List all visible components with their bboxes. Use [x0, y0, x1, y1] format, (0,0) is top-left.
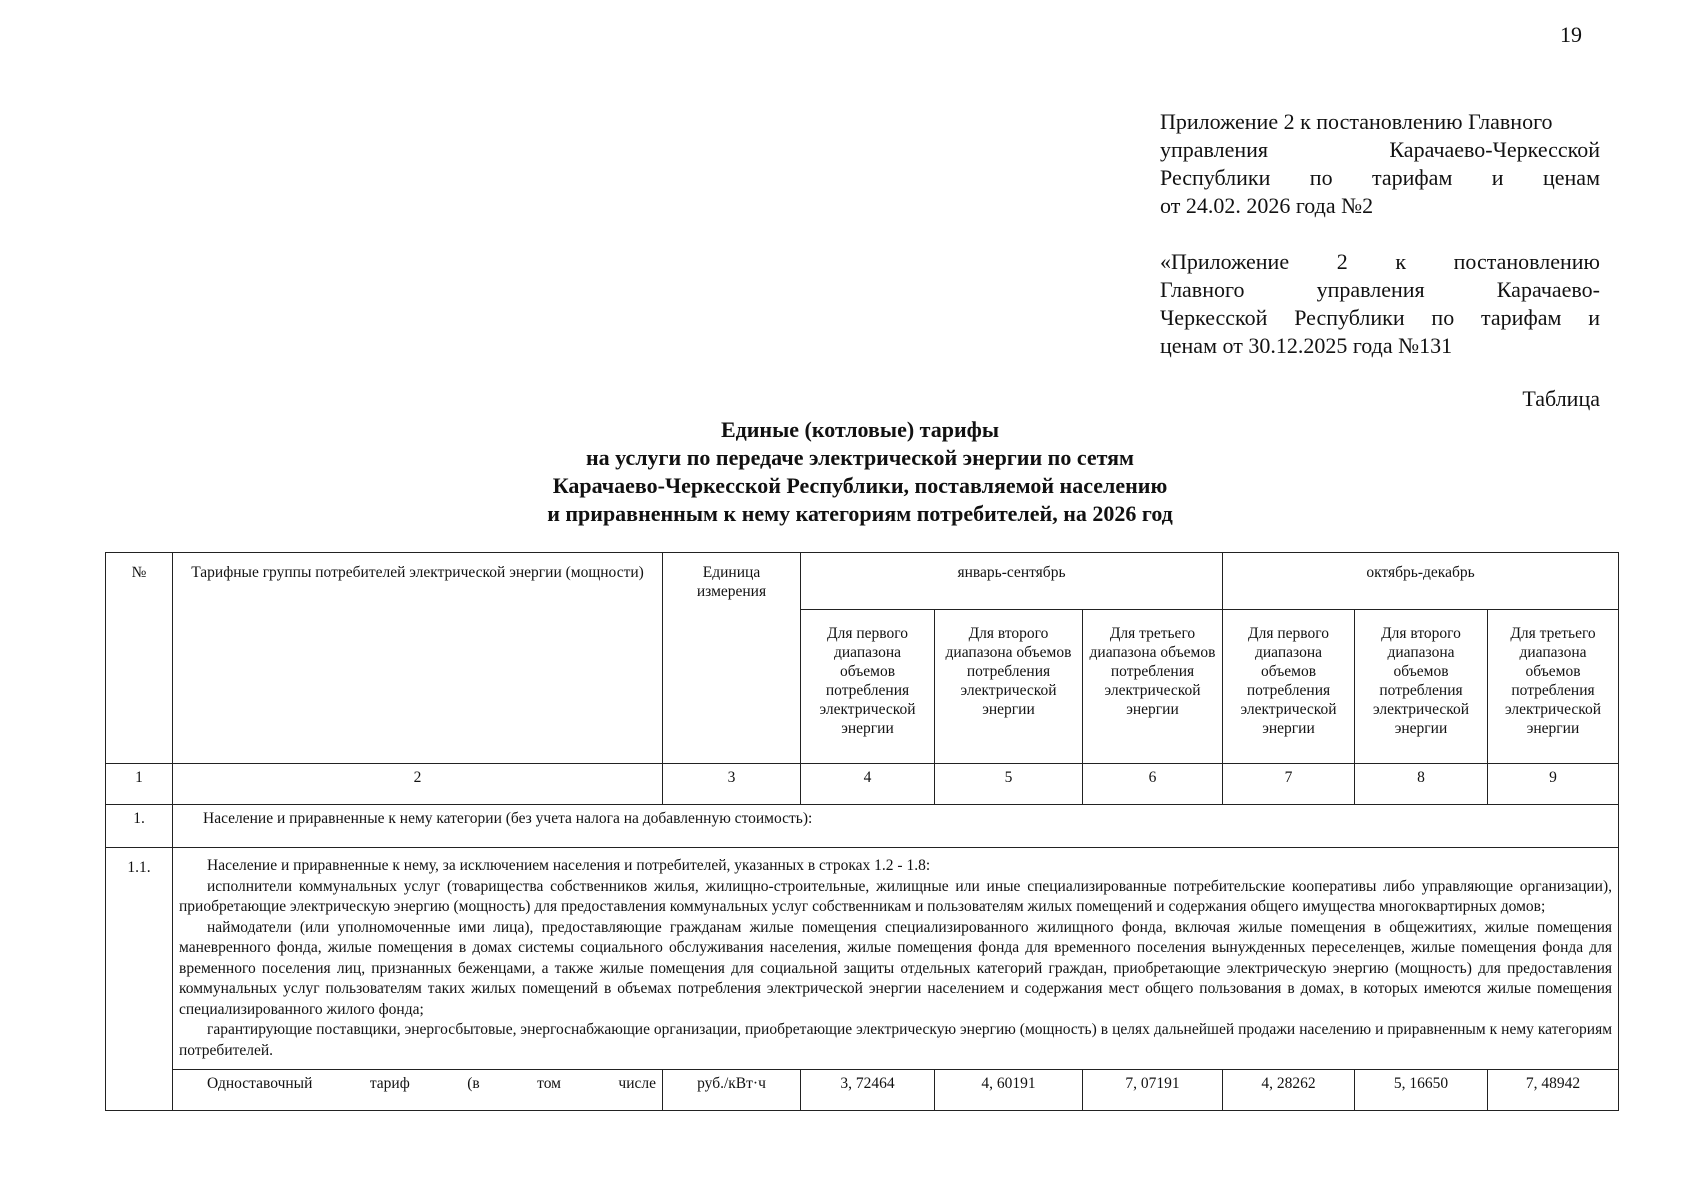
tariff-label-word: числе	[618, 1075, 656, 1092]
title-line: на услуги по передаче электрической энергии по сетям	[585, 445, 1135, 470]
appendix-reference-current	[1160, 108, 1600, 220]
description-paragraph: Население и приравненные к нему, за исключением населения и потребителей, указанных в строках 1.2 - 1.8:	[207, 857, 931, 874]
column-number: 6	[1083, 764, 1223, 805]
header-range-2-oct-dec: Для второго диапазона объемов потребления электрической энергии	[1355, 610, 1488, 764]
header-period-jan-sep: январь-сентябрь	[801, 553, 1223, 610]
header-num: №	[106, 553, 173, 764]
tariff-label-word: (в	[467, 1075, 480, 1092]
tariff-label-word: том	[537, 1075, 561, 1092]
column-number: 5	[935, 764, 1083, 805]
tariff-row	[106, 1070, 1619, 1111]
table-label: Таблица	[1522, 386, 1600, 411]
description-paragraph: гарантирующие поставщики, энергосбытовые, энергоснабжающие организации, приобретающие электрическую энергию (мощность) в целях дальнейшей продажи населению и приравненным к нему категориям потребителей.	[179, 1021, 1613, 1059]
header-unit: Единица измерения	[663, 553, 801, 764]
description-paragraph: наймодатели (или уполномоченные ими лица), предоставляющие гражданам жилые помещения специализированного жилищного фонда, включая жилые помещения в общежитиях, жилые помещения маневренного фонда, жилые помещения в домах системы социального обслуживания населения, жилые помещения фонда для временного поселения вынужденных переселенцев, жилые помещения фонда для временного поселения лиц, признанных беженцами, а также жилые помещения для социальной защиты отдельных категорий граждан, приобретающие электрическую энергию (мощность) для предоставления коммунальных услуг пользователям таких жилых помещений в объемах потребления электрической энергии населением и содержания мест общего пользования в домах, в которых имеются жилые помещения специализированного жилого фонда;	[179, 918, 1613, 1018]
tariff-table	[105, 552, 1619, 1111]
appendix-line: «Приложение 2 к постановлению	[1160, 249, 1600, 274]
section-number: 1.1.	[106, 848, 173, 1111]
tariff-label-word: тариф	[369, 1075, 410, 1092]
title-line: и приравненным к нему категориям потребителей, на 2026 год	[547, 501, 1173, 526]
section-description	[173, 848, 1619, 1070]
column-number-row	[106, 764, 1619, 805]
column-number: 1	[106, 764, 173, 805]
tariff-value: 5, 16650	[1355, 1070, 1488, 1111]
header-range-3-jan-sep: Для третьего диапазона объемов потребления электрической энергии	[1083, 610, 1223, 764]
column-number: 4	[801, 764, 935, 805]
page-number: 19	[1560, 22, 1582, 47]
title-line: Карачаево-Черкесской Республики, поставляемой населению	[552, 473, 1168, 498]
appendix-line: Республики по тарифам и ценам	[1160, 165, 1600, 190]
tariff-value: 4, 60191	[935, 1070, 1083, 1111]
appendix-line: Приложение 2 к постановлению Главного	[1160, 109, 1553, 134]
tariff-value: 7, 07191	[1083, 1070, 1223, 1111]
tariff-label	[177, 1074, 658, 1093]
header-range-1-oct-dec: Для первого диапазона объемов потребления электрической энергии	[1223, 610, 1355, 764]
column-number: 2	[173, 764, 663, 805]
section-row-1-1	[106, 848, 1619, 1070]
column-number: 9	[1488, 764, 1619, 805]
tariff-value: 3, 72464	[801, 1070, 935, 1111]
appendix-reference-previous	[1160, 248, 1600, 360]
section-title: Население и приравненные к нему категории (без учета налога на добавленную стоимость):	[173, 805, 1619, 848]
header-range-2-jan-sep: Для второго диапазона объемов потребления электрической энергии	[935, 610, 1083, 764]
section-row-1	[106, 805, 1619, 848]
title-line: Единые (котловые) тарифы	[720, 417, 1000, 442]
tariff-label-word: Одноставочный	[207, 1075, 313, 1092]
tariff-value: 4, 28262	[1223, 1070, 1355, 1111]
header-period-oct-dec: октябрь-декабрь	[1223, 553, 1619, 610]
column-number: 7	[1223, 764, 1355, 805]
document-title	[480, 416, 1240, 528]
description-paragraph: исполнители коммунальных услуг (товарищества собственников жилья, жилищно-строительные, жилищные или иные специализированные потребительские кооперативы либо управляющие организации), приобретающие электрическую энергию (мощность) для предоставления коммунальных услуг собственникам и пользователям жилых помещений и содержания общего имущества многоквартирных домов;	[179, 877, 1613, 915]
column-number: 8	[1355, 764, 1488, 805]
tariff-unit: руб./кВт·ч	[663, 1070, 801, 1111]
appendix-line: от 24.02. 2026 года №2	[1160, 193, 1374, 218]
section-number: 1.	[106, 805, 173, 848]
appendix-line: Черкесской Республики по тарифам и	[1160, 305, 1600, 330]
header-range-1-jan-sep: Для первого диапазона объемов потребления электрической энергии	[801, 610, 935, 764]
header-consumer-groups: Тарифные группы потребителей электрической энергии (мощности)	[173, 553, 663, 764]
appendix-line: управления Карачаево-Черкесской	[1160, 137, 1600, 162]
tariff-value: 7, 48942	[1488, 1070, 1619, 1111]
appendix-line: ценам от 30.12.2025 года №131	[1160, 333, 1453, 358]
header-range-3-oct-dec: Для третьего диапазона объемов потребления электрической энергии	[1488, 610, 1619, 764]
appendix-line: Главного управления Карачаево-	[1160, 277, 1600, 302]
tariff-label-cell	[173, 1070, 663, 1111]
column-number: 3	[663, 764, 801, 805]
